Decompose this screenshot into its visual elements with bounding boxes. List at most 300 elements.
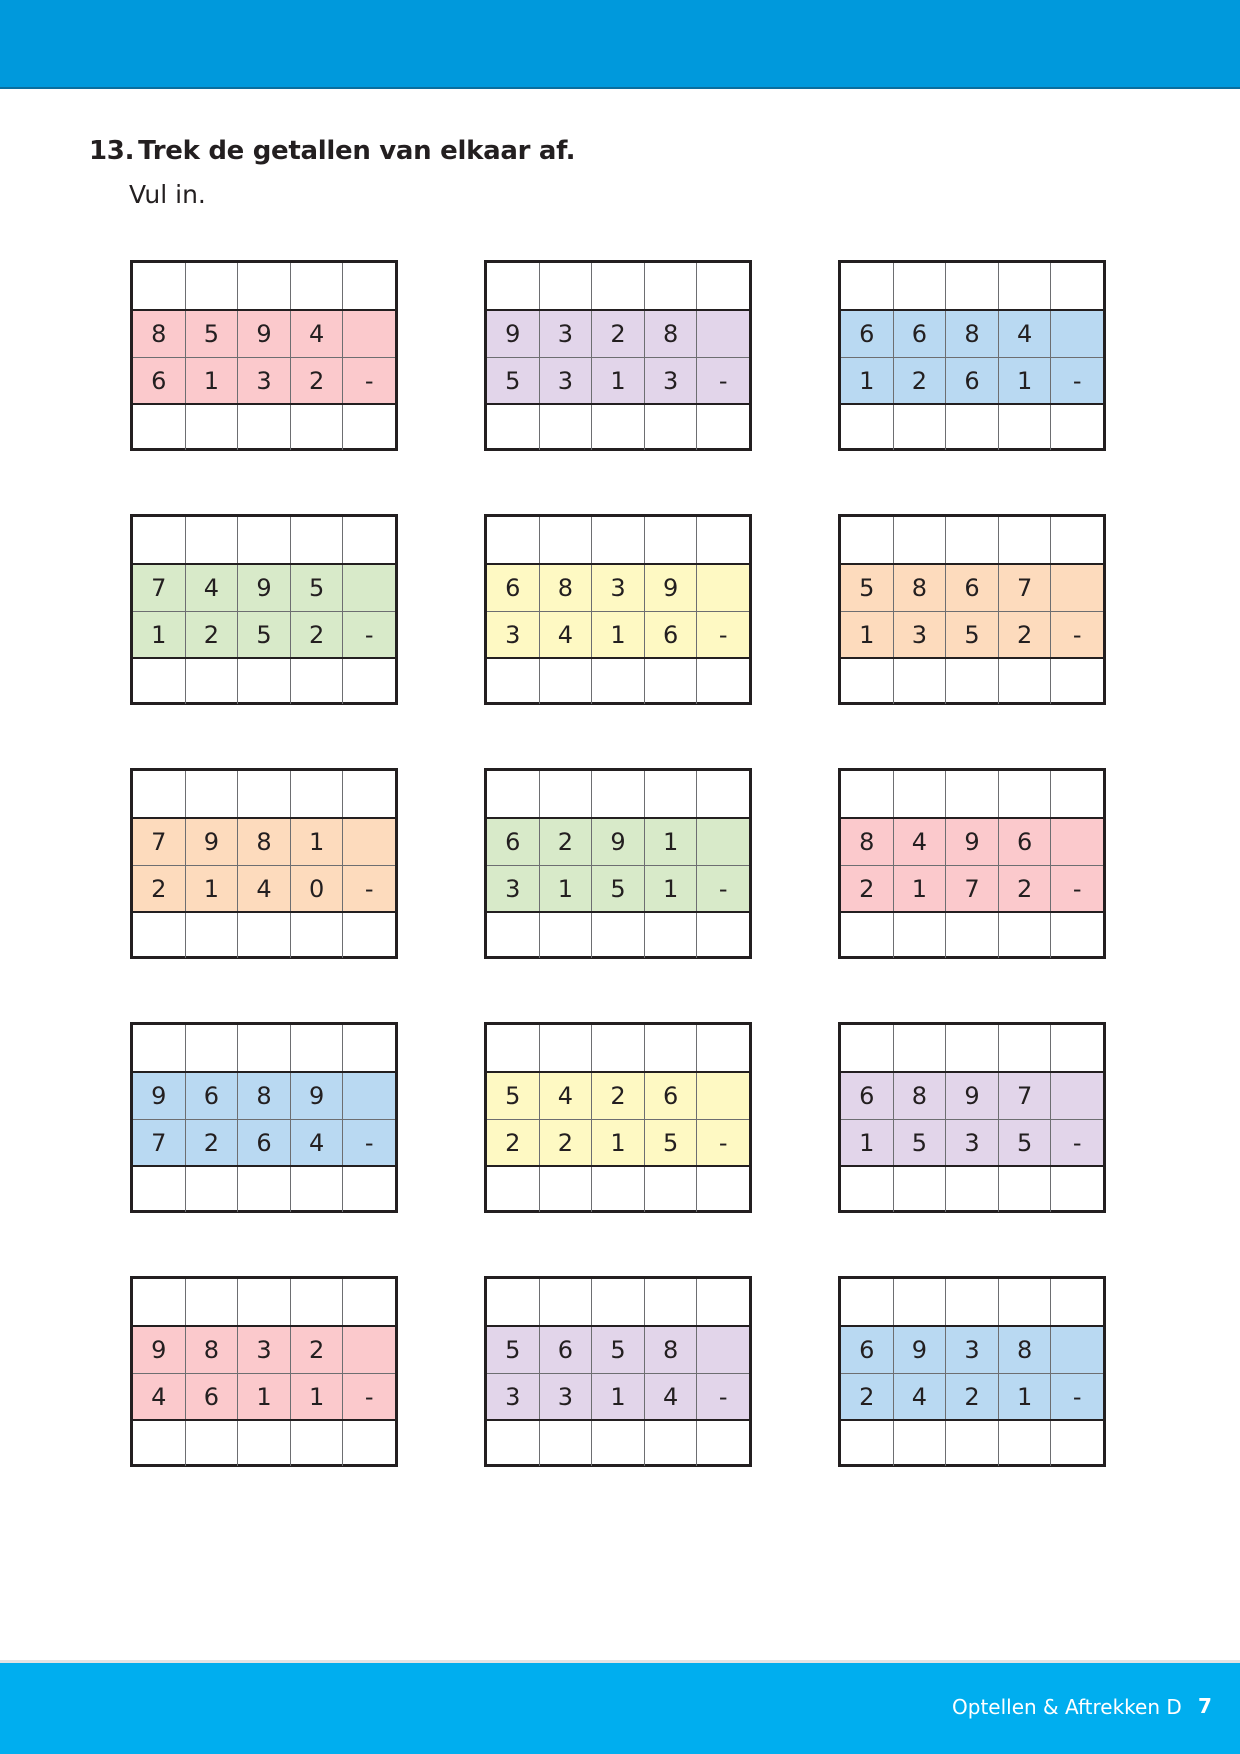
minus-sign: - — [1072, 621, 1082, 649]
subtrahend-digit: 1 — [592, 358, 645, 404]
minuend-digit: 6 — [894, 311, 947, 357]
carry-cell[interactable] — [1051, 263, 1103, 309]
minuend-digit — [697, 565, 749, 611]
carry-cell[interactable] — [999, 1279, 1052, 1325]
carry-cell[interactable] — [894, 1025, 947, 1071]
carry-cell[interactable] — [999, 517, 1052, 563]
minuend-digit: 5 — [291, 565, 344, 611]
answer-cell[interactable] — [841, 1167, 894, 1212]
carry-cell[interactable] — [343, 1025, 395, 1071]
minuend-digit: 8 — [645, 1327, 698, 1373]
carry-cell[interactable] — [894, 263, 947, 309]
carry-cell[interactable] — [238, 263, 291, 309]
answer-row — [487, 1165, 749, 1212]
answer-cell[interactable] — [133, 1421, 186, 1466]
minuend-digit: 6 — [841, 1073, 894, 1119]
carry-cell[interactable] — [894, 517, 947, 563]
minuend-digit: 6 — [841, 1327, 894, 1373]
answer-cell[interactable] — [238, 659, 291, 704]
answer-cell[interactable] — [1051, 405, 1103, 450]
carry-row — [133, 1279, 395, 1325]
carry-cell[interactable] — [946, 263, 999, 309]
carry-cell[interactable] — [133, 517, 186, 563]
carry-cell[interactable] — [343, 771, 395, 817]
answer-cell[interactable] — [186, 405, 239, 450]
minuend-digit: 7 — [999, 1073, 1052, 1119]
minuend-digit: 8 — [999, 1327, 1052, 1373]
carry-cell[interactable] — [186, 517, 239, 563]
subtraction-grid — [130, 260, 398, 451]
answer-row — [133, 403, 395, 450]
minuend-row — [133, 817, 395, 865]
answer-cell[interactable] — [343, 1421, 395, 1466]
minuend-digit: 5 — [487, 1327, 540, 1373]
subtrahend-digit: 1 — [894, 866, 947, 912]
minuend-digit: 9 — [186, 819, 239, 865]
carry-cell[interactable] — [540, 263, 593, 309]
subtraction-grid — [130, 1276, 398, 1467]
minuend-digit: 3 — [592, 565, 645, 611]
minus-sign: - — [1072, 1383, 1082, 1411]
carry-cell[interactable] — [999, 771, 1052, 817]
carry-cell[interactable] — [999, 1025, 1052, 1071]
answer-cell[interactable] — [540, 405, 593, 450]
carry-cell[interactable] — [291, 1279, 344, 1325]
exercise-heading — [89, 136, 575, 166]
answer-cell[interactable] — [133, 1167, 186, 1212]
minus-sign: - — [364, 621, 374, 649]
subtrahend-digit: 1 — [238, 1374, 291, 1420]
answer-cell[interactable] — [946, 1421, 999, 1466]
minuend-digit: 8 — [238, 819, 291, 865]
answer-cell[interactable] — [186, 659, 239, 704]
minuend-digit — [1051, 311, 1103, 357]
answer-cell[interactable] — [999, 1167, 1052, 1212]
minus-sign: - — [718, 1129, 728, 1157]
carry-cell[interactable] — [291, 1025, 344, 1071]
carry-cell[interactable] — [291, 263, 344, 309]
minuend-digit: 4 — [894, 819, 947, 865]
answer-cell[interactable] — [238, 913, 291, 958]
answer-cell[interactable] — [291, 1421, 344, 1466]
subtrahend-digit: 5 — [238, 612, 291, 658]
answer-cell[interactable] — [291, 659, 344, 704]
minuend-digit: 6 — [540, 1327, 593, 1373]
minuend-digit: 2 — [540, 819, 593, 865]
minuend-row — [841, 1071, 1103, 1119]
carry-cell[interactable] — [592, 517, 645, 563]
minuend-digit: 9 — [238, 311, 291, 357]
minus-sign: - — [364, 875, 374, 903]
minuend-digit: 8 — [894, 1073, 947, 1119]
answer-row — [487, 911, 749, 958]
minuend-digit: 1 — [645, 819, 698, 865]
minus-sign: - — [1072, 367, 1082, 395]
minuend-digit: 9 — [238, 565, 291, 611]
minuend-digit: 9 — [946, 1073, 999, 1119]
minuend-digit — [343, 311, 395, 357]
minuend-digit — [343, 565, 395, 611]
answer-cell[interactable] — [841, 405, 894, 450]
carry-cell[interactable] — [487, 1025, 540, 1071]
subtraction-grid — [838, 1022, 1106, 1213]
carry-cell[interactable] — [343, 263, 395, 309]
subtrahend-digit: 4 — [894, 1374, 947, 1420]
carry-cell[interactable] — [697, 1279, 749, 1325]
minuend-digit — [343, 1073, 395, 1119]
carry-cell[interactable] — [894, 771, 947, 817]
subtrahend-row — [841, 1119, 1103, 1166]
minuend-digit — [1051, 819, 1103, 865]
answer-cell[interactable] — [487, 1167, 540, 1212]
subtraction-grid — [484, 1022, 752, 1213]
answer-row — [841, 1419, 1103, 1466]
carry-cell[interactable] — [946, 1025, 999, 1071]
subtrahend-row — [841, 611, 1103, 658]
minuend-digit: 8 — [186, 1327, 239, 1373]
answer-cell[interactable] — [697, 405, 749, 450]
carry-cell[interactable] — [645, 1279, 698, 1325]
subtrahend-digit: 2 — [291, 358, 344, 404]
carry-cell[interactable] — [238, 1279, 291, 1325]
minuend-row — [487, 563, 749, 611]
answer-cell[interactable] — [343, 405, 395, 450]
answer-cell[interactable] — [540, 1421, 593, 1466]
answer-cell[interactable] — [946, 405, 999, 450]
answer-cell[interactable] — [645, 913, 698, 958]
subtraction-grid — [484, 514, 752, 705]
answer-cell[interactable] — [999, 659, 1052, 704]
carry-cell[interactable] — [186, 1025, 239, 1071]
minuend-digit: 9 — [592, 819, 645, 865]
carry-cell[interactable] — [487, 771, 540, 817]
carry-cell[interactable] — [592, 263, 645, 309]
minuend-digit: 3 — [238, 1327, 291, 1373]
carry-row — [133, 263, 395, 309]
carry-cell[interactable] — [841, 517, 894, 563]
subtrahend-digit: 1 — [592, 1120, 645, 1166]
answer-cell[interactable] — [894, 1421, 947, 1466]
subtrahend-digit: 3 — [540, 1374, 593, 1420]
subtrahend-digit: 1 — [592, 612, 645, 658]
carry-cell[interactable] — [999, 263, 1052, 309]
carry-cell[interactable] — [894, 1279, 947, 1325]
carry-cell[interactable] — [343, 1279, 395, 1325]
carry-cell[interactable] — [1051, 1025, 1103, 1071]
carry-cell[interactable] — [841, 1279, 894, 1325]
answer-row — [487, 657, 749, 704]
subtrahend-digit: 7 — [133, 1120, 186, 1166]
subtrahend-digit: 3 — [540, 358, 593, 404]
answer-cell[interactable] — [946, 1167, 999, 1212]
carry-cell[interactable] — [1051, 517, 1103, 563]
answer-cell[interactable] — [540, 913, 593, 958]
minuend-digit: 2 — [592, 311, 645, 357]
answer-cell[interactable] — [133, 913, 186, 958]
answer-cell[interactable] — [1051, 913, 1103, 958]
answer-cell[interactable] — [238, 405, 291, 450]
answer-cell[interactable] — [894, 913, 947, 958]
carry-cell[interactable] — [697, 517, 749, 563]
carry-cell[interactable] — [487, 517, 540, 563]
carry-cell[interactable] — [186, 263, 239, 309]
subtrahend-digit: 3 — [487, 612, 540, 658]
carry-cell[interactable] — [697, 771, 749, 817]
minus-sign: - — [1072, 1129, 1082, 1157]
answer-cell[interactable] — [841, 1421, 894, 1466]
answer-cell[interactable] — [291, 405, 344, 450]
subtrahend-digit: 5 — [894, 1120, 947, 1166]
answer-cell[interactable] — [186, 1167, 239, 1212]
answer-cell[interactable] — [133, 405, 186, 450]
subtrahend-digit: 1 — [841, 612, 894, 658]
answer-cell[interactable] — [999, 1421, 1052, 1466]
minuend-digit: 2 — [291, 1327, 344, 1373]
subtrahend-digit: 2 — [186, 612, 239, 658]
answer-cell[interactable] — [645, 405, 698, 450]
answer-cell[interactable] — [841, 659, 894, 704]
carry-cell[interactable] — [645, 1025, 698, 1071]
subtrahend-digit: 2 — [133, 866, 186, 912]
subtrahend-row — [487, 1373, 749, 1420]
carry-cell[interactable] — [186, 1279, 239, 1325]
subtrahend-digit: 5 — [645, 1120, 698, 1166]
answer-cell[interactable] — [841, 913, 894, 958]
answer-cell[interactable] — [487, 1421, 540, 1466]
carry-cell[interactable] — [291, 771, 344, 817]
answer-cell[interactable] — [645, 1421, 698, 1466]
carry-row — [487, 771, 749, 817]
minuend-digit: 6 — [487, 565, 540, 611]
minuend-digit: 6 — [645, 1073, 698, 1119]
minuend-digit: 8 — [645, 311, 698, 357]
answer-cell[interactable] — [186, 913, 239, 958]
minuend-digit: 9 — [894, 1327, 947, 1373]
minuend-digit — [343, 819, 395, 865]
carry-cell[interactable] — [291, 517, 344, 563]
minuend-row — [841, 817, 1103, 865]
carry-cell[interactable] — [841, 263, 894, 309]
carry-cell[interactable] — [133, 1025, 186, 1071]
subtrahend-digit: 2 — [841, 866, 894, 912]
answer-cell[interactable] — [343, 659, 395, 704]
carry-cell[interactable] — [841, 1025, 894, 1071]
carry-cell[interactable] — [343, 517, 395, 563]
carry-cell[interactable] — [238, 771, 291, 817]
subtrahend-digit: 4 — [645, 1374, 698, 1420]
minuend-digit: 5 — [186, 311, 239, 357]
carry-cell[interactable] — [487, 1279, 540, 1325]
answer-cell[interactable] — [697, 1167, 749, 1212]
answer-cell[interactable] — [291, 1167, 344, 1212]
answer-cell[interactable] — [894, 659, 947, 704]
subtrahend-digit: 7 — [946, 866, 999, 912]
subtrahend-digit: 2 — [186, 1120, 239, 1166]
exercise-instruction: Vul in. — [129, 180, 206, 209]
subtraction-grid — [838, 514, 1106, 705]
subtrahend-digit: 1 — [841, 1120, 894, 1166]
answer-cell[interactable] — [697, 1421, 749, 1466]
answer-cell[interactable] — [487, 659, 540, 704]
subtrahend-row — [133, 611, 395, 658]
carry-cell[interactable] — [946, 1279, 999, 1325]
subtraction-grid — [838, 1276, 1106, 1467]
carry-cell[interactable] — [540, 1279, 593, 1325]
page-number: 7 — [1198, 1694, 1212, 1718]
answer-cell[interactable] — [645, 1167, 698, 1212]
answer-row — [487, 1419, 749, 1466]
subtrahend-row — [487, 1119, 749, 1166]
minuend-digit: 7 — [999, 565, 1052, 611]
carry-cell[interactable] — [592, 1025, 645, 1071]
answer-cell[interactable] — [592, 405, 645, 450]
answer-cell[interactable] — [540, 659, 593, 704]
subtrahend-digit: 4 — [133, 1374, 186, 1420]
answer-cell[interactable] — [1051, 1421, 1103, 1466]
minuend-row — [133, 563, 395, 611]
answer-cell[interactable] — [343, 1167, 395, 1212]
answer-cell[interactable] — [946, 659, 999, 704]
subtrahend-row — [133, 1119, 395, 1166]
carry-cell[interactable] — [540, 1025, 593, 1071]
subtrahend-digit: 2 — [946, 1374, 999, 1420]
subtrahend-digit: 2 — [999, 612, 1052, 658]
carry-cell[interactable] — [133, 1279, 186, 1325]
carry-row — [133, 771, 395, 817]
minuend-digit: 9 — [946, 819, 999, 865]
minuend-digit: 8 — [946, 311, 999, 357]
carry-cell[interactable] — [946, 517, 999, 563]
minuend-digit: 9 — [487, 311, 540, 357]
carry-cell[interactable] — [841, 771, 894, 817]
minuend-digit — [697, 819, 749, 865]
subtrahend-digit: 4 — [540, 612, 593, 658]
subtrahend-digit: 5 — [592, 866, 645, 912]
answer-cell[interactable] — [133, 659, 186, 704]
answer-cell[interactable] — [894, 1167, 947, 1212]
subtrahend-digit: 5 — [487, 358, 540, 404]
answer-cell[interactable] — [540, 1167, 593, 1212]
answer-cell[interactable] — [487, 405, 540, 450]
subtrahend-digit: 3 — [238, 358, 291, 404]
answer-cell[interactable] — [946, 913, 999, 958]
subtrahend-digit: 6 — [645, 612, 698, 658]
minuend-digit: 8 — [894, 565, 947, 611]
subtrahend-row — [133, 865, 395, 912]
answer-cell[interactable] — [1051, 659, 1103, 704]
carry-cell[interactable] — [645, 263, 698, 309]
minuend-digit: 6 — [487, 819, 540, 865]
carry-cell[interactable] — [697, 263, 749, 309]
carry-cell[interactable] — [645, 771, 698, 817]
minuend-digit: 3 — [540, 311, 593, 357]
exercise-number: 13. — [89, 136, 135, 166]
subtrahend-digit: 4 — [291, 1120, 344, 1166]
minuend-digit: 1 — [291, 819, 344, 865]
answer-cell[interactable] — [343, 913, 395, 958]
carry-cell[interactable] — [238, 1025, 291, 1071]
subtrahend-digit: 3 — [487, 866, 540, 912]
subtrahend-digit: 1 — [186, 358, 239, 404]
carry-cell[interactable] — [133, 771, 186, 817]
answer-cell[interactable] — [592, 1421, 645, 1466]
carry-cell[interactable] — [133, 263, 186, 309]
subtrahend-digit: 3 — [645, 358, 698, 404]
answer-row — [133, 657, 395, 704]
subtrahend-digit: 2 — [999, 866, 1052, 912]
answer-cell[interactable] — [645, 659, 698, 704]
subtrahend-row — [133, 1373, 395, 1420]
answer-row — [841, 657, 1103, 704]
carry-cell[interactable] — [186, 771, 239, 817]
subtraction-grid — [484, 1276, 752, 1467]
answer-row — [133, 1165, 395, 1212]
minuend-row — [487, 817, 749, 865]
carry-cell[interactable] — [238, 517, 291, 563]
carry-cell[interactable] — [645, 517, 698, 563]
carry-cell[interactable] — [946, 771, 999, 817]
subtrahend-digit: 2 — [540, 1120, 593, 1166]
header-band — [0, 0, 1240, 89]
subtrahend-digit: 4 — [238, 866, 291, 912]
answer-cell[interactable] — [592, 659, 645, 704]
answer-cell[interactable] — [1051, 1167, 1103, 1212]
answer-cell[interactable] — [238, 1167, 291, 1212]
carry-cell[interactable] — [697, 1025, 749, 1071]
answer-cell[interactable] — [894, 405, 947, 450]
answer-cell[interactable] — [697, 659, 749, 704]
answer-cell[interactable] — [592, 913, 645, 958]
subtrahend-digit: 2 — [487, 1120, 540, 1166]
minus-sign: - — [718, 1383, 728, 1411]
answer-cell[interactable] — [999, 913, 1052, 958]
carry-row — [133, 1025, 395, 1071]
minuend-digit: 6 — [946, 565, 999, 611]
minuend-row — [841, 309, 1103, 357]
minus-sign: - — [364, 1383, 374, 1411]
carry-row — [841, 263, 1103, 309]
answer-cell[interactable] — [592, 1167, 645, 1212]
minuend-digit: 9 — [645, 565, 698, 611]
subtraction-grid — [838, 260, 1106, 451]
subtraction-grid — [130, 1022, 398, 1213]
minuend-digit: 9 — [291, 1073, 344, 1119]
answer-cell[interactable] — [487, 913, 540, 958]
answer-cell[interactable] — [697, 913, 749, 958]
answer-cell[interactable] — [186, 1421, 239, 1466]
carry-cell[interactable] — [592, 771, 645, 817]
minuend-digit: 5 — [841, 565, 894, 611]
minuend-digit — [697, 1327, 749, 1373]
carry-cell[interactable] — [540, 771, 593, 817]
answer-row — [841, 911, 1103, 958]
answer-cell[interactable] — [291, 913, 344, 958]
minuend-digit: 8 — [133, 311, 186, 357]
answer-cell[interactable] — [238, 1421, 291, 1466]
subtrahend-digit: 1 — [133, 612, 186, 658]
minus-sign: - — [718, 875, 728, 903]
minuend-digit: 5 — [487, 1073, 540, 1119]
carry-cell[interactable] — [487, 263, 540, 309]
carry-row — [841, 1279, 1103, 1325]
carry-cell[interactable] — [1051, 771, 1103, 817]
subtrahend-digit: 1 — [186, 866, 239, 912]
answer-cell[interactable] — [999, 405, 1052, 450]
carry-cell[interactable] — [1051, 1279, 1103, 1325]
carry-cell[interactable] — [540, 517, 593, 563]
carry-cell[interactable] — [592, 1279, 645, 1325]
minuend-digit: 9 — [133, 1327, 186, 1373]
